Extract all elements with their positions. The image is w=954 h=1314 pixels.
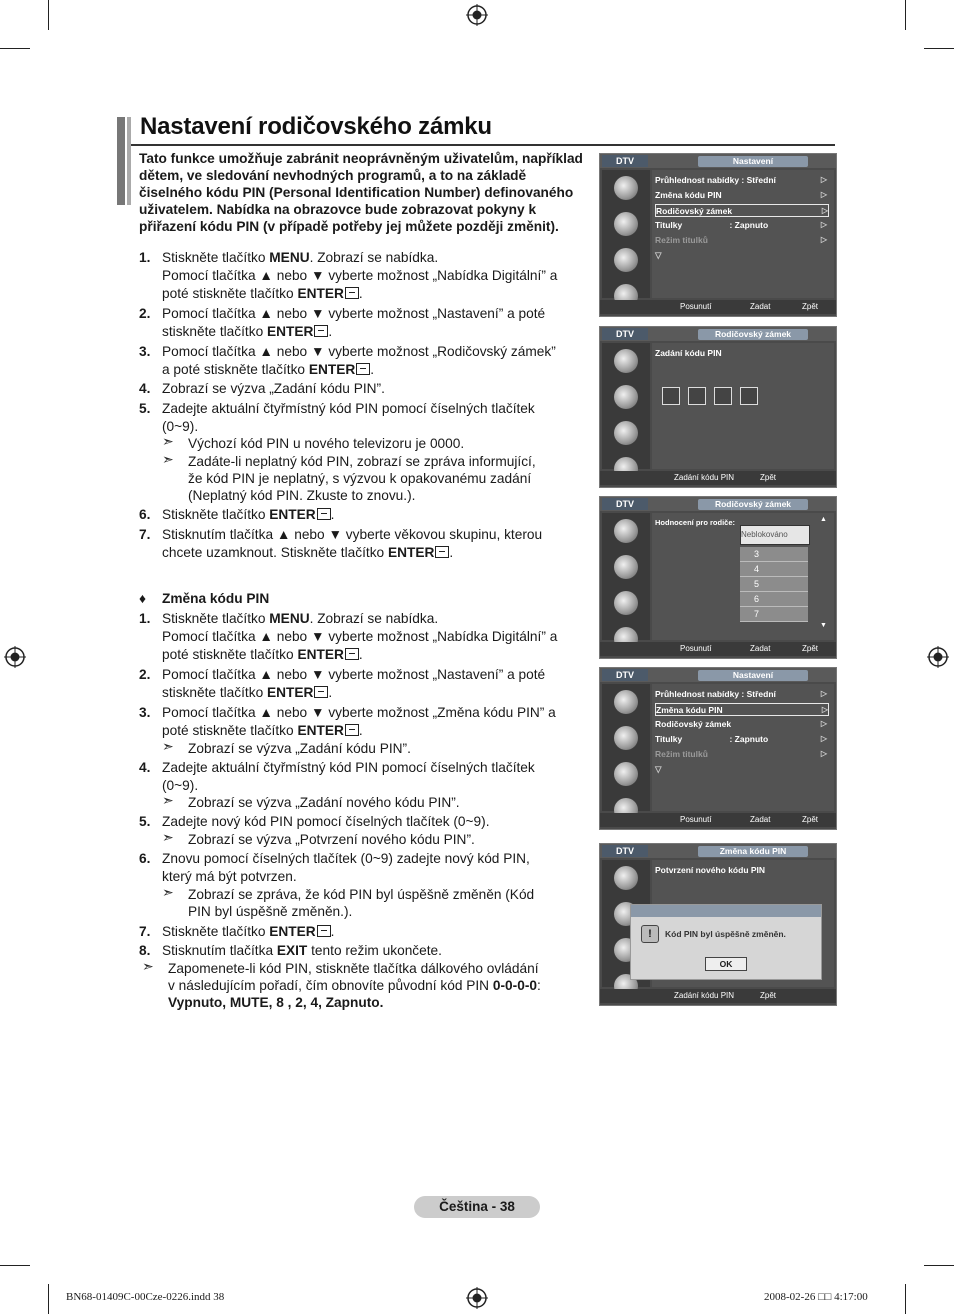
prompt-label: Zadání kódu PIN [655,348,722,358]
step-text: stiskněte tlačítko ENTER . [162,685,333,700]
menu-footer [600,642,836,656]
intro-paragraph: Tato funkce umožňuje zabránit neoprávněným uživatelům, například dětem, ve sledování nevhodných programů, a to na základě čiselného kódu PIN (Personal Identification Number) definovaného uživatelem. Nabídka na obrazovce bude zobrazovat pokyny k přiřazení kódu PIN (v případě potřeby jej můžete později změnit). [139,151,583,234]
title-rule [131,144,835,146]
menu-sidebar [602,170,650,298]
crop-mark [905,0,906,30]
menu-item [655,219,827,231]
picture-icon [614,690,638,714]
page-title: Nastavení rodičovského zámku [140,113,492,140]
menu-item-label: Rodičovský zámek [655,719,732,729]
note-text: Zapomenete-li kód PIN, stiskněte tlačítka dálkového ovládání [168,961,539,976]
menu-item-label: Titulky : Zapnuto [655,220,769,230]
step-number: 7. [139,924,151,939]
sound-icon [614,212,638,236]
prompt-label: Hodnocení pro rodiče: [655,518,736,527]
step-text: poté stiskněte tlačítko ENTER . [162,286,363,301]
footer-hint: Zadat [750,302,771,311]
step-text: Zadejte aktuální čtyřmístný kód PIN pomocí číselných tlačítek [162,760,535,775]
step-number: 1. [139,250,151,265]
step-text: Pomocí tlačítka ▲ nebo ▼ vyberte možnost „Nabídka Digitální” a [162,268,558,283]
note-text: Zobrazí se výzva „Zadání nového kódu PIN”. [188,795,460,810]
step-number: 3. [139,705,151,720]
note-arrow-icon: ➣ [162,829,174,845]
note-text: že kód PIN je neplatný, s výzvou k opakovanému zadání [188,471,532,486]
picture-icon [614,176,638,200]
registration-mark-icon [927,646,949,668]
crop-mark [48,0,49,30]
step-text: Zadejte aktuální čtyřmístný kód PIN pomocí číselných tlačítek [162,401,535,416]
note-text: Výchozí kód PIN u nového televizoru je 0000. [188,436,465,451]
note-arrow-icon: ➣ [162,738,174,754]
menu-footer [600,813,836,827]
registration-mark-icon [4,646,26,668]
step-text: Pomocí tlačítka ▲ nebo ▼ vyberte možnost „Nabídka Digitální” a [162,629,558,644]
ok-button: OK [705,957,747,971]
picture-icon [614,866,638,890]
step-text: Pomocí tlačítka ▲ nebo ▼ vyberte možnost „Nastavení” a poté [162,667,546,682]
arrow-right-icon: ▷ [820,719,827,728]
tv-menu-screenshot-setup-pin [599,667,837,830]
step-number: 5. [139,814,151,829]
menu-footer [600,989,836,1003]
step-text: Pomocí tlačítka ▲ nebo ▼ vyberte možnost „Změna kódu PIN” a [162,705,556,720]
footer-hint: Zpět [802,644,819,653]
note-text: Zobrazí se výzva „Zadání kódu PIN”. [188,741,411,756]
step-text: stiskněte tlačítko ENTER . [162,324,333,339]
rating-option: 7 [740,607,808,622]
footer-hint: Zadání kódu PIN [674,991,735,1000]
step-number: 3. [139,344,151,359]
step-number: 7. [139,527,151,542]
bullet-icon: ♦ [139,591,146,606]
arrow-right-icon: ▷ [821,206,828,215]
menu-item-label: Rodičovský zámek [656,206,733,216]
sound-icon [614,385,638,409]
rating-option: 5 [740,577,808,592]
note-arrow-icon: ➣ [142,958,154,974]
crop-mark [924,48,954,49]
step-text: Pomocí tlačítka ▲ nebo ▼ vyberte možnost „Rodičovský zámek” [162,344,556,359]
crop-mark [0,1265,30,1266]
step-number: 8. [139,943,151,958]
dtv-label: DTV [602,155,648,167]
note-text: Zadáte-li neplatný kód PIN, zobrazí se zpráva informující, [188,454,536,469]
step-text: Znovu pomocí číselných tlačítek (0~9) zadejte nový kód PIN, [162,851,530,866]
step-number: 6. [139,507,151,522]
footer-hint: Posunutí [680,302,712,311]
note-arrow-icon: ➣ [162,792,174,808]
menu-item-label: Režim titulků [655,749,708,759]
rating-option: 3 [740,547,808,562]
menu-item [655,234,827,246]
step-text: Pomocí tlačítka ▲ nebo ▼ vyberte možnost „Nastavení” a poté [162,306,546,321]
tv-menu-screenshot-setup [599,153,837,317]
arrow-right-icon: ▷ [820,734,827,743]
menu-footer [600,300,836,314]
step-text: Stiskněte tlačítko MENU. Zobrazí se nabídka. [162,611,439,626]
note-arrow-icon: ➣ [162,451,174,467]
menu-content [652,343,834,469]
footer-hint: Zadat [750,644,771,653]
dtv-label: DTV [602,328,648,340]
step-text: a poté stiskněte tlačítko ENTER . [162,362,375,377]
footer-hint: Zpět [802,815,819,824]
arrow-right-icon: ▷ [820,190,827,199]
menu-item-label: Změna kódu PIN [656,705,723,715]
scroll-down-icon: ▽ [655,250,662,260]
menu-item [655,718,827,730]
footer-hint: Zadat [750,815,771,824]
note-text: PIN byl úspěšně změněn.). [188,904,353,919]
note-text: (Neplatný kód PIN. Zkuste to znovu.). [188,488,416,503]
arrow-right-icon: ▷ [820,689,827,698]
menu-item [655,688,827,700]
menu-title: Nastavení [698,156,808,167]
menu-title: Rodičovský zámek [698,329,808,340]
footer-hint: Zpět [760,473,777,482]
title-accent-bar [117,117,125,205]
arrow-right-icon: ▷ [820,175,827,184]
step-number: 5. [139,401,151,416]
registration-mark-icon [466,1287,488,1309]
menu-item-label: Režim titulků [655,235,708,245]
step-text: Stiskněte tlačítko ENTER . [162,507,335,522]
chevron-up-icon: ▲ [820,516,827,523]
warning-icon: ! [641,925,659,943]
picture-icon [614,519,638,543]
chevron-down-icon: ▼ [820,622,827,629]
title-accent-bar [127,117,131,205]
step-text: Zobrazí se výzva „Zadání kódu PIN”. [162,381,385,396]
step-text: (0~9). [162,778,199,793]
sound-icon [614,555,638,579]
menu-item [655,703,829,716]
menu-title: Změna kódu PIN [698,846,808,857]
rating-option: 6 [740,592,808,607]
arrow-right-icon: ▷ [820,235,827,244]
tv-menu-screenshot-rating [599,496,837,659]
setup-icon [614,762,638,786]
step-text: Stiskněte tlačítko ENTER . [162,924,335,939]
tv-menu-screenshot-pin-confirm [599,843,837,1006]
setup-icon [614,421,638,445]
dtv-label: DTV [602,669,648,681]
step-number: 4. [139,760,151,775]
sound-icon [614,726,638,750]
step-text: Zadejte nový kód PIN pomocí číselných tlačítek (0~9). [162,814,490,829]
dtv-label: DTV [602,498,648,510]
step-number: 6. [139,851,151,866]
menu-content [652,170,834,298]
step-text: poté stiskněte tlačítko ENTER . [162,647,363,662]
rating-option-selected: Neblokováno [740,525,810,545]
dtv-label: DTV [602,845,648,857]
menu-item-label: Titulky : Zapnuto [655,734,769,744]
page-number-badge: Čeština - 38 [414,1196,540,1218]
menu-title: Nastavení [698,670,808,681]
crop-mark [48,1284,49,1314]
tv-menu-screenshot-pin-entry [599,326,837,488]
step-text: Stisknutím tlačítka EXIT tento režim ukončete. [162,943,442,958]
menu-footer [600,471,836,485]
footer-hint: Zpět [802,302,819,311]
pin-digit-box [714,387,732,405]
menu-content [652,513,834,640]
menu-content [652,684,834,811]
menu-item [655,174,827,186]
note-arrow-icon: ➣ [162,433,174,449]
pin-digit-box [662,387,680,405]
step-number: 1. [139,611,151,626]
step-number: 2. [139,306,151,321]
setup-icon [614,248,638,272]
note-arrow-icon: ➣ [162,884,174,900]
step-text: Stiskněte tlačítko MENU. Zobrazí se nabídka. [162,250,439,265]
success-dialog [630,904,822,980]
menu-item [655,204,829,217]
rating-option: 4 [740,562,808,577]
crop-mark [924,1265,954,1266]
footer-hint: Posunutí [680,644,712,653]
step-number: 2. [139,667,151,682]
dialog-message: Kód PIN byl úspěšně změněn. [665,929,786,939]
footer-filename: BN68-01409C-00Cze-0226.indd 38 [66,1291,225,1303]
arrow-right-icon: ▷ [821,705,828,714]
footer-hint: Zpět [760,991,777,1000]
menu-item-label: Průhlednost nabídky : Střední [655,689,776,699]
menu-sidebar [602,684,650,811]
step-text: Stisknutím tlačítka ▲ nebo ▼ vyberte věkovou skupinu, kterou [162,527,543,542]
menu-title: Rodičovský zámek [698,499,808,510]
arrow-right-icon: ▷ [820,749,827,758]
crop-mark [0,48,30,49]
footer-hint: Zadání kódu PIN [674,473,735,482]
arrow-right-icon: ▷ [820,220,827,229]
setup-icon [614,591,638,615]
step-text: chcete uzamknout. Stiskněte tlačítko ENTER . [162,545,454,560]
step-text: (0~9). [162,419,199,434]
picture-icon [614,349,638,373]
registration-mark-icon [466,4,488,26]
note-text: Zobrazí se výzva „Potvrzení nového kódu PIN”. [188,832,475,847]
scroll-down-icon: ▽ [655,764,662,774]
menu-item [655,733,827,745]
menu-sidebar [602,513,650,640]
menu-item-label: Změna kódu PIN [655,190,722,200]
footer-timestamp: 2008-02-26 □□ 4:17:00 [764,1291,868,1303]
note-text: Vypnuto, MUTE, 8 , 2, 4, Zapnuto. [168,995,384,1010]
crop-mark [905,1284,906,1314]
pin-digit-box [688,387,706,405]
footer-hint: Posunutí [680,815,712,824]
note-text: v následujícím pořadí, čím obnovíte původní kód PIN 0-0-0-0: [168,978,541,993]
menu-item [655,189,827,201]
menu-item-label: Průhlednost nabídky : Střední [655,175,776,185]
prompt-label: Potvrzení nového kódu PIN [655,865,766,875]
menu-sidebar [602,343,650,469]
pin-digit-box [740,387,758,405]
note-text: Zobrazí se zpráva, že kód PIN byl úspěšně změněn (Kód [188,887,535,902]
section-heading: Změna kódu PIN [162,591,270,606]
step-text: poté stiskněte tlačítko ENTER . [162,723,363,738]
step-number: 4. [139,381,151,396]
dialog-titlebar [631,905,821,917]
step-text: který má být potvrzen. [162,869,297,884]
menu-item [655,748,827,760]
